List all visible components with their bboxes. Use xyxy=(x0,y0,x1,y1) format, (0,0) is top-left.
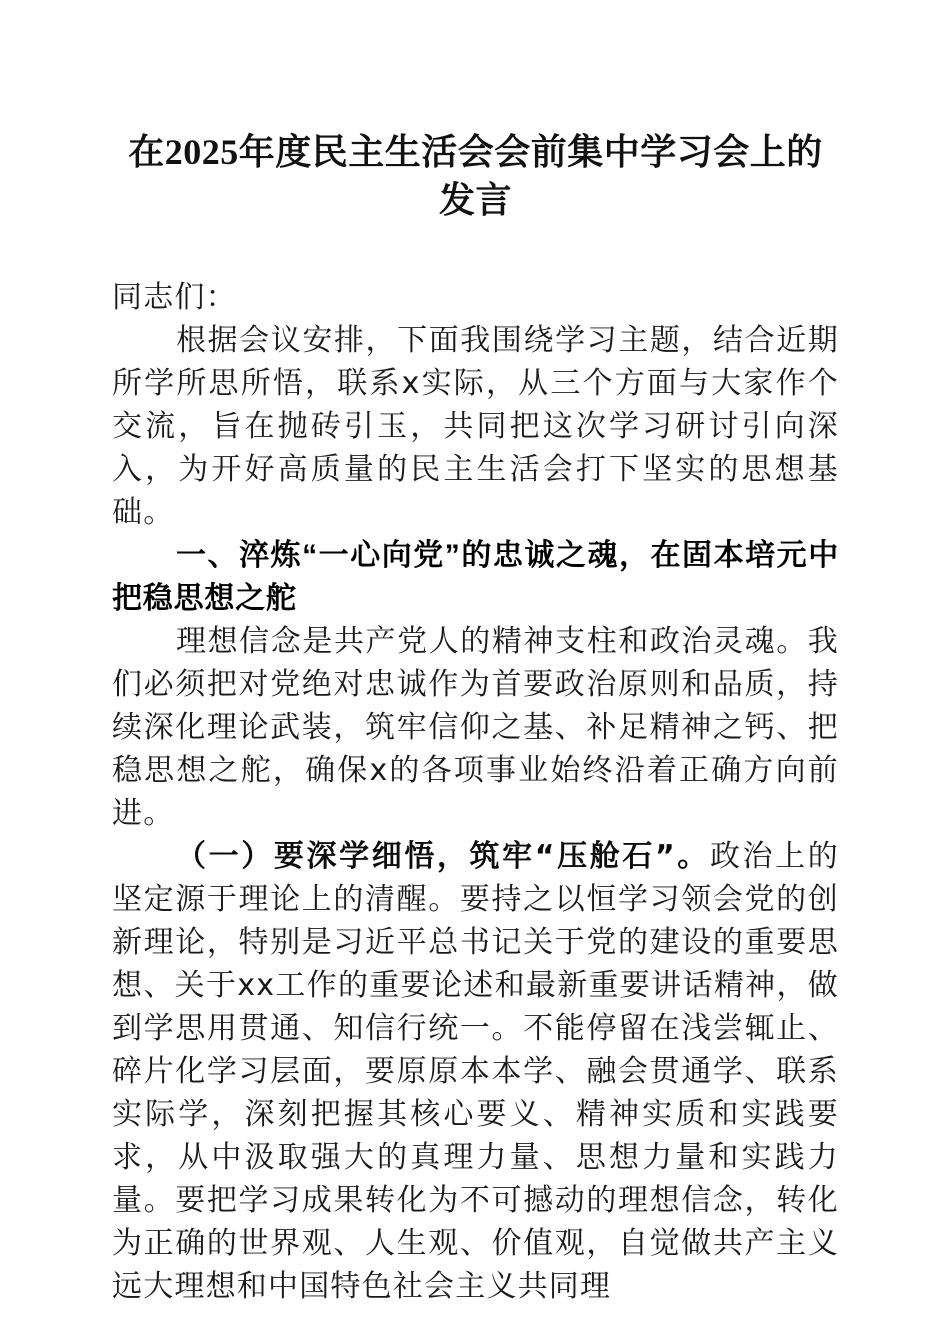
page-title: 在2025年度民主生活会会前集中学习会上的发言 xyxy=(128,132,823,220)
subsection-one-lead: （一）要深学细悟，筑牢“压舱石”。 xyxy=(176,839,710,874)
subsection-one-paragraph xyxy=(112,835,839,1308)
section-one-paragraph: 理想信念是共产党人的精神支柱和政治灵魂。我们必须把对党绝对忠诚作为首要政治原则和品质，持续深化理论武装，筑牢信仰之基、补足精神之钙、把稳思想之舵，确保x的各项事业始终沿着正确方向前进。 xyxy=(112,624,839,831)
section-heading-one: 一、淬炼“一心向党”的忠诚之魂，在固本培元中把稳思想之舵 xyxy=(112,539,839,615)
intro-paragraph: 根据会议安排，下面我围绕学习主题，结合近期所学所思所悟，联系x实际，从三个方面与大家作个交流，旨在抛砖引玉，共同把这次学习研讨引向深入，为开好高质量的民主生活会打下坚实的思想基础。 xyxy=(112,323,839,530)
document-content xyxy=(112,0,839,1308)
title-spacer xyxy=(112,224,839,276)
salutation: 同志们： xyxy=(112,280,237,315)
subsection-one-body: 政治上的坚定源于理论上的清醒。要持之以恒学习领会党的创新理论，特别是习近平总书记关于党的建设的重要思想、关于xx工作的重要论述和最新重要讲话精神，做到学思用贯通、知信行统一。不能停留在浅尝辄止、碎片化学习层面，要原原本本学、融会贯通学、联系实际学，深刻把握其核心要义、精神实质和实践要求，从中汲取强大的真理力量、思想力量和实践力量。要把学习成果转化为不可撼动的理想信念，转化为正确的世界观、人生观、价值观，自觉做共产主义远大理想和中国特色社会主义共同理 xyxy=(112,839,839,1304)
